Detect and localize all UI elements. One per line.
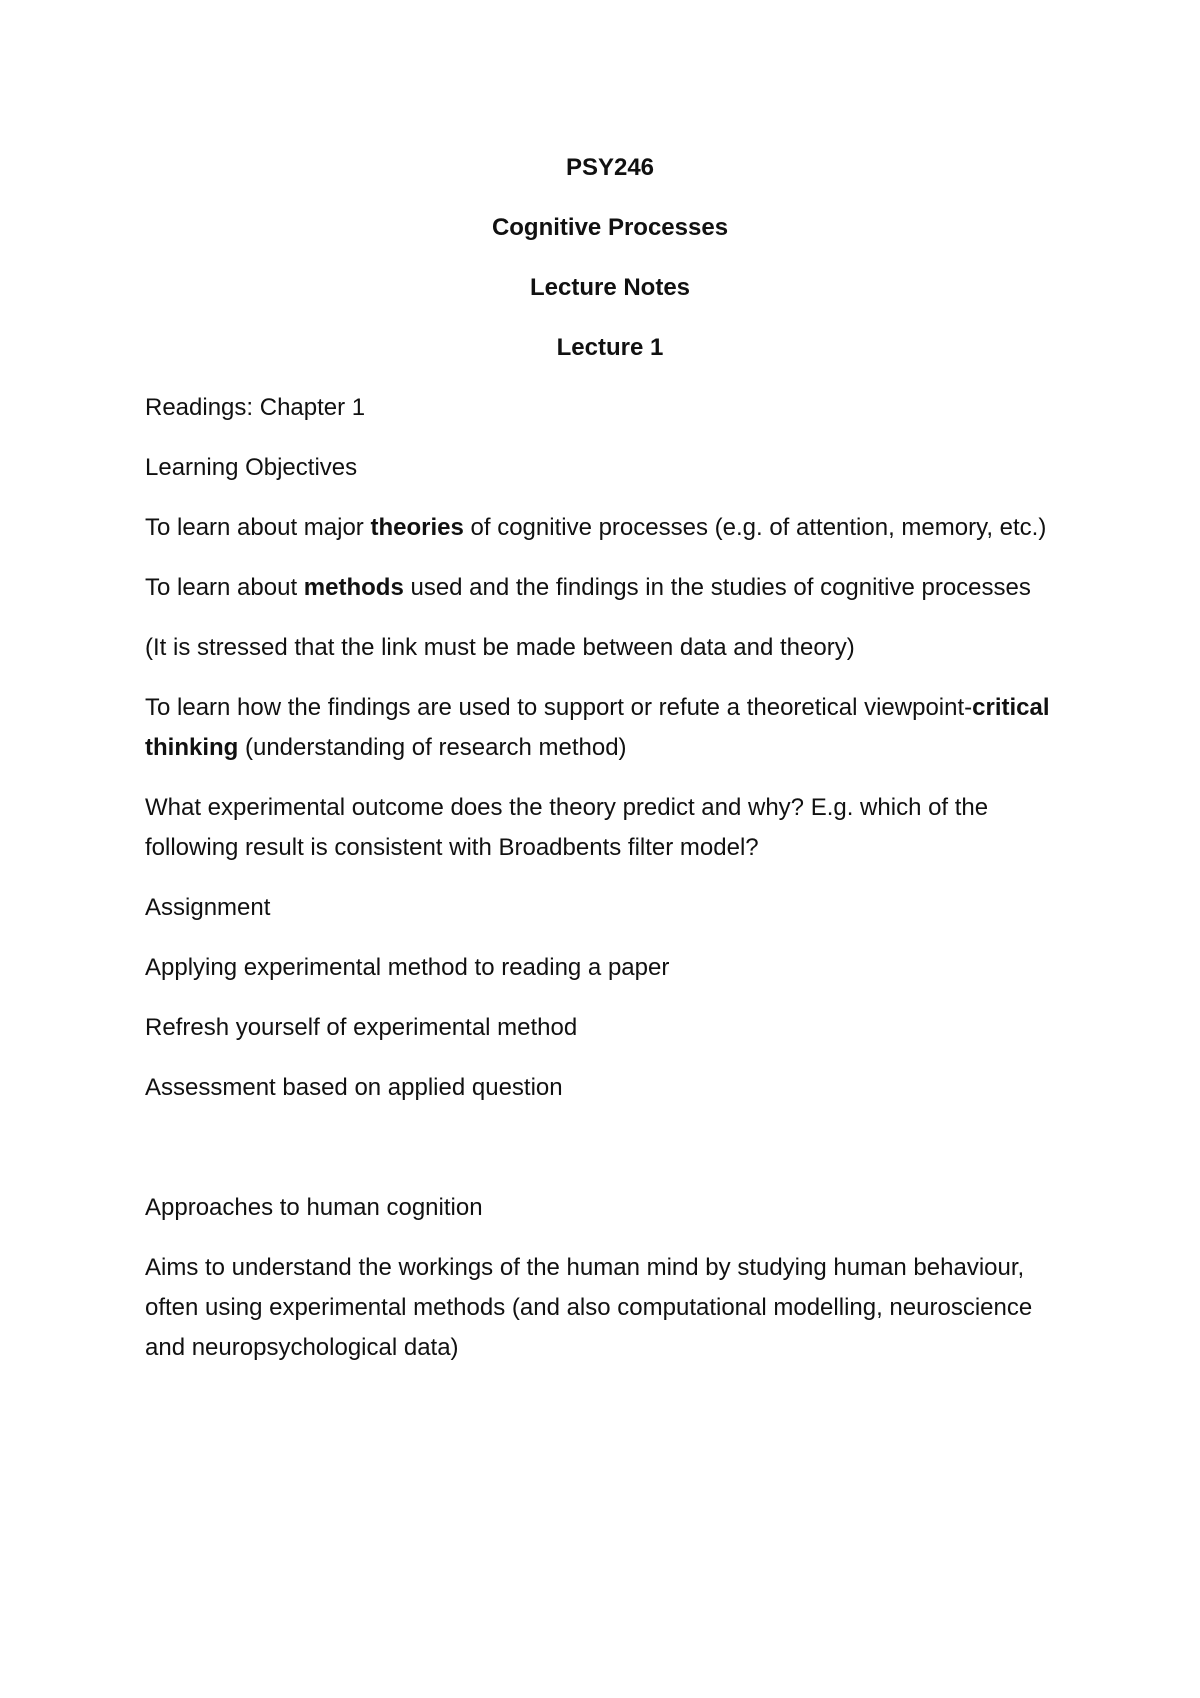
objective-methods-bold: methods xyxy=(303,574,404,601)
objective-critical-post: (understanding of research method) xyxy=(238,734,627,761)
assignment-item: Refresh yourself of experimental method xyxy=(145,1014,578,1041)
approaches-heading: Approaches to human cognition xyxy=(145,1194,483,1221)
objective-methods xyxy=(145,568,1075,608)
document-content xyxy=(145,148,1075,1388)
doc-type: Lecture Notes xyxy=(529,274,691,301)
lecture-number: Lecture 1 xyxy=(556,334,664,361)
objective-theories-pre: To learn about major xyxy=(145,514,371,541)
objective-critical-bold: critical thinking xyxy=(145,694,1050,761)
title-block xyxy=(145,148,1075,368)
objective-link-note: (It is stressed that the link must be made between data and theory) xyxy=(145,634,855,661)
course-title: Cognitive Processes xyxy=(491,214,729,241)
objective-theories-bold: theories xyxy=(370,514,464,541)
objective-critical-pre: To learn how the findings are used to support or refute a theoretical viewpoint- xyxy=(145,694,973,721)
objective-critical-thinking xyxy=(145,688,1075,768)
assignment-heading: Assignment xyxy=(145,894,271,921)
objective-outcome-question: What experimental outcome does the theory predict and why? E.g. which of the following result is consistent with Broadbents filter model? xyxy=(145,794,989,861)
objective-methods-pre: To learn about xyxy=(145,574,304,601)
readings: Readings: Chapter 1 xyxy=(145,394,366,421)
objective-methods-post: used and the findings in the studies of cognitive processes xyxy=(403,574,1031,601)
objective-theories-post: of cognitive processes (e.g. of attention, memory, etc.) xyxy=(463,514,1047,541)
assignment-item: Assessment based on applied question xyxy=(145,1074,563,1101)
objectives-heading: Learning Objectives xyxy=(145,454,358,481)
approaches-text: Aims to understand the workings of the human mind by studying human behaviour, often using experimental methods (and also computational modelling, neuroscience and neuropsychological data) xyxy=(145,1254,1033,1361)
course-code: PSY246 xyxy=(565,154,655,181)
assignment-item: Applying experimental method to reading a paper xyxy=(145,954,670,981)
objective-theories xyxy=(145,508,1075,548)
spacer xyxy=(145,1128,1075,1188)
